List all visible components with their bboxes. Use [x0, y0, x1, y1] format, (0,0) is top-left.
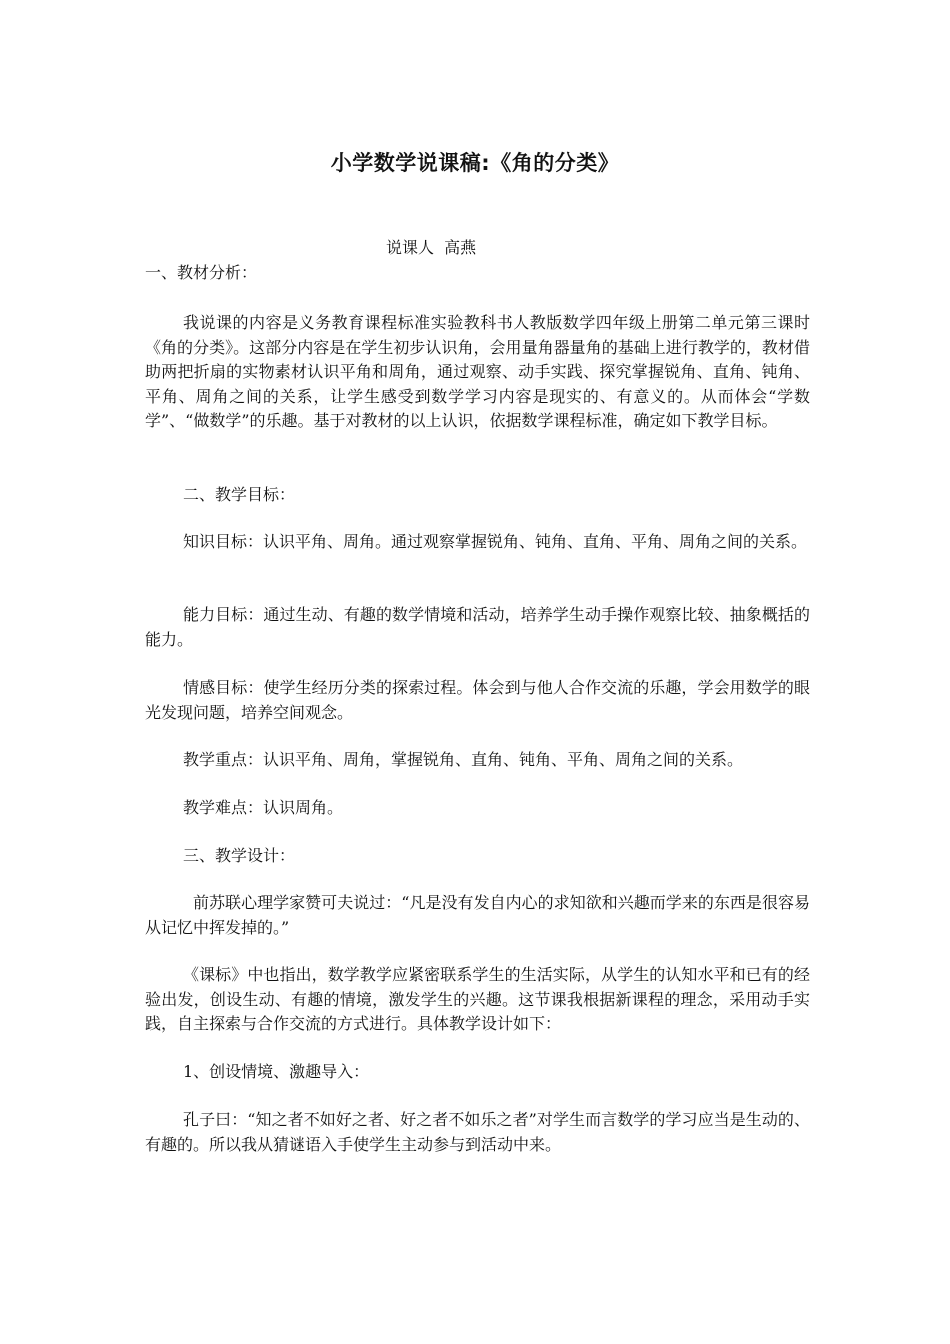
- paragraph-key-point: 教学重点：认识平角、周角，掌握锐角、直角、钝角、平角、周角之间的关系。: [183, 750, 744, 769]
- section-heading-teaching-design: 三、教学设计：: [183, 846, 296, 865]
- paragraph-curriculum-standard: 《课标》中也指出，数学教学应紧密联系学生的生活实际，从学生的认知水平和已有的经验出发，创设生动、有趣的情境，激发学生的兴趣。这节课我根据新课程的理念，采用动手实践，自主探索与合作交流的方式进行。具体教学设计如下：: [145, 965, 810, 1033]
- section-heading-teaching-goals: 二、教学目标：: [183, 485, 296, 504]
- subheading-scenario-intro: 1、创设情境、激趣导入：: [183, 1062, 370, 1081]
- paragraph-knowledge-goal: 知识目标：认识平角、周角。通过观察掌握锐角、钝角、直角、平角、周角之间的关系。: [183, 532, 808, 551]
- paragraph-material-analysis: 我说课的内容是义务教育课程标准实验教科书人教版数学四年级上册第二单元第三课时《角的分类》。这部分内容是在学生初步认识角，会用量角器量角的基础上进行教学的，教材借助两把折扇的实物素材认识平角和周角，通过观察、动手实践、探究掌握锐角、直角、钝角、平角、周角之间的关系，让学生感受到数学学习内容是现实的、有意义的。从而体会“学数学”、“做数学”的乐趣。基于对教材的以上认识，依据数学课程标准，确定如下教学目标。: [145, 313, 810, 430]
- document-title: 小学数学说课稿:《角的分类》: [330, 151, 620, 175]
- author-line: 说课人 高燕: [386, 238, 477, 257]
- paragraph-ability-goal: 能力目标：通过生动、有趣的数学情境和活动，培养学生动手操作观察比较、抽象概括的能力。: [145, 605, 810, 649]
- paragraph-emotion-goal: 情感目标：使学生经历分类的探索过程。体会到与他人合作交流的乐趣，学会用数学的眼光发现问题，培养空间观念。: [145, 678, 810, 722]
- paragraph-confucius-quote: 孔子曰：“知之者不如好之者、好之者不如乐之者”对学生而言数学的学习应当是生动的、有趣的。所以我从猜谜语入手使学生主动参与到活动中来。: [145, 1110, 810, 1154]
- paragraph-zankov-quote: 前苏联心理学家赞可夫说过：“凡是没有发自内心的求知欲和兴趣而学来的东西是很容易从记忆中挥发掉的。”: [145, 893, 810, 937]
- paragraph-difficulty: 教学难点：认识周角。: [183, 798, 344, 817]
- section-heading-material-analysis: 一、教材分析：: [145, 263, 258, 282]
